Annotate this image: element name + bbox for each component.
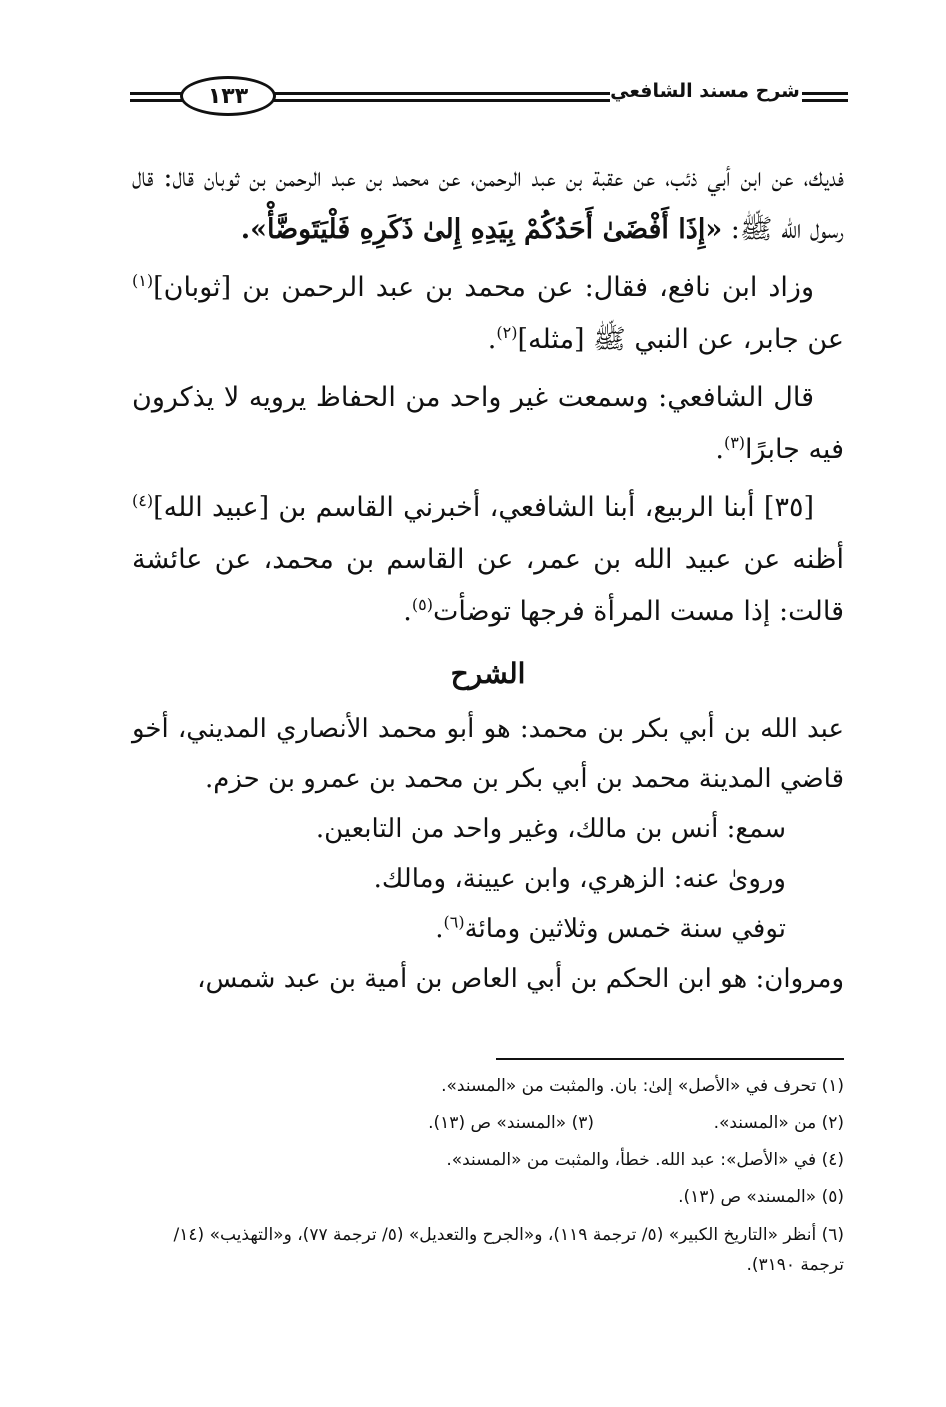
header-rule — [802, 99, 848, 102]
text-run: عن جابر، عن النبي ﷺ [مثله] — [517, 324, 844, 355]
running-title: شرح مسند الشافعي — [610, 80, 800, 102]
footnote: (٢) من «المسند». — [713, 1113, 844, 1133]
paragraph — [132, 152, 844, 256]
text-run: توفي سنة خمس وثلاثين ومائة — [464, 914, 786, 944]
footnote-row — [132, 1105, 844, 1142]
section-heading: الشرح — [450, 657, 526, 690]
footnote-separator — [496, 1058, 844, 1060]
footnote: (٣) «المسند» ص (١٣). — [428, 1113, 594, 1133]
paragraph — [132, 482, 844, 638]
text-run: . — [487, 324, 497, 355]
commentary-line: ومروان: هو ابن الحكم بن أبي العاص بن أمية بن عبد شمس، — [197, 964, 844, 994]
header-rule — [802, 92, 848, 95]
footnote: (٤) في «الأصل»: عبد الله. خطأ، والمثبت من «المسند». — [446, 1150, 844, 1170]
text-run: . — [715, 434, 724, 465]
text-run: . — [403, 596, 412, 627]
paragraph — [132, 372, 844, 476]
footnotes — [132, 1068, 844, 1280]
commentary-line — [132, 904, 844, 954]
text-run: قال الشافعي: وسمعت غير واحد من الحفاظ يرويه لا يذكرون فيه جابرًا — [132, 382, 844, 465]
commentary-line: سمع: أنس بن مالك، وغير واحد من التابعين. — [315, 814, 786, 844]
text-run: أظنه عن عبيد الله بن عمر، عن القاسم بن محمد، عن عائشة قالت: إذا مست المرأة فرجها توضأت — [132, 544, 844, 627]
footnote-ref: (٥) — [411, 595, 433, 614]
commentary-line: عبد الله بن أبي بكر بن محمد: هو أبو محمد الأنصاري المديني، أخو قاضي المدينة محمد بن أبي بكر بن محمد بن عمرو بن حزم. — [132, 714, 844, 794]
commentary-line: وروىٰ عنه: الزهري، وابن عيينة، ومالك. — [373, 864, 786, 894]
text-run: وزاد ابن نافع، فقال: عن محمد بن عبد الرحمن بن [ثوبان] — [153, 272, 814, 303]
footnote-ref: (٢) — [496, 323, 518, 342]
text-run: فديك، عن ابن أبي ذئب، عن عقبة بن عبد الرحمن، عن محمد بن عبد الرحمن بن ثوبان قال: قال رسول الله ﷺ: — [132, 162, 844, 245]
main-text — [132, 152, 844, 1004]
footnote-ref: (٤) — [132, 491, 154, 510]
footnote: (٥) «المسند» ص (١٣). — [678, 1187, 844, 1207]
text-run: . — [435, 914, 444, 944]
footnote-ref: (١) — [132, 271, 154, 290]
header-rule — [130, 92, 186, 95]
footnote: (١) تحرف في «الأصل» إلىٰ: بان. والمثبت من «المسند». — [441, 1076, 844, 1096]
page-header — [130, 74, 848, 122]
paragraph — [132, 262, 844, 366]
commentary — [132, 704, 844, 1004]
footnote: (٦) أنظر «التاريخ الكبير» (٥/ ترجمة ١١٩)، و«الجرح والتعديل» (٥/ ترجمة ٧٧)، و«التهذيب» (١٤/ ترجمة ٣١٩٠). — [173, 1225, 844, 1275]
header-rule — [130, 99, 186, 102]
footnote-ref: (٣) — [723, 433, 746, 452]
footnote-ref: (٦) — [443, 912, 465, 932]
page-number: ١٣٣ — [180, 76, 276, 116]
hadith-quote: «إِذَا أَفْضَىٰ أَحَدُكُمْ بِيَدِهِ إِلىٰ ذَكَرِهِ فَلْيَتَوضَّأْ». — [240, 214, 723, 245]
text-run: [٣٥] أبنا الربيع، أبنا الشافعي، أخبرني القاسم بن [عبيد الله] — [153, 492, 814, 523]
